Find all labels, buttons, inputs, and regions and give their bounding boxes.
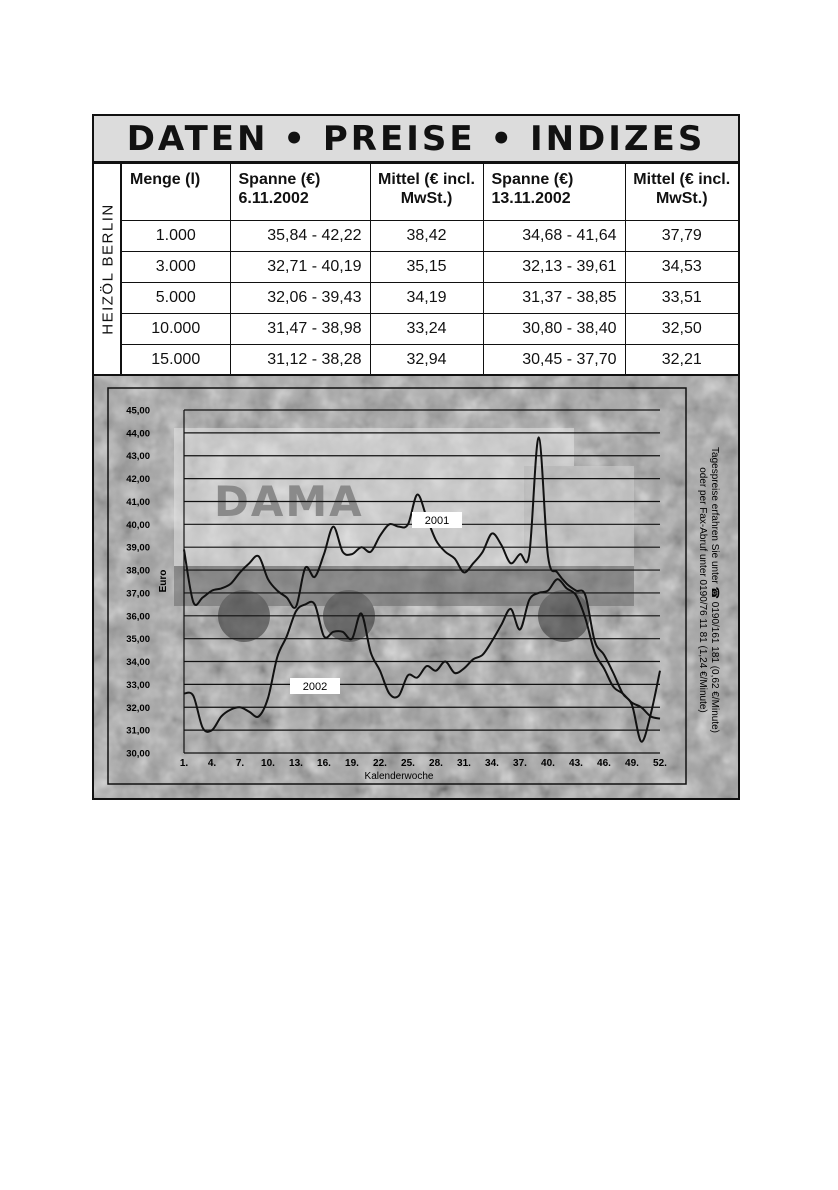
- y-tick-label: 35,00: [126, 634, 150, 646]
- series-label-2001: 2001: [424, 515, 450, 527]
- cell-spanne-2: 31,37 - 38,85: [483, 283, 625, 314]
- y-tick-label: 38,00: [126, 565, 150, 577]
- cell-spanne-2: 32,13 - 39,61: [483, 252, 625, 283]
- x-tick-label: 37.: [513, 758, 527, 769]
- x-tick-label: 7.: [235, 758, 245, 769]
- x-tick-label: 16.: [317, 758, 331, 769]
- table-row: [122, 252, 738, 283]
- series-label-2002: 2002: [302, 681, 328, 693]
- price-table: [122, 164, 738, 375]
- cell-mittel-1: 32,94: [370, 345, 483, 376]
- cell-spanne-2: 34,68 - 41,64: [483, 221, 625, 252]
- x-tick-label: 25.: [401, 758, 415, 769]
- y-tick-label: 34,00: [126, 657, 150, 669]
- x-tick-label: 28.: [429, 758, 443, 769]
- y-tick-label: 31,00: [126, 725, 150, 737]
- cell-mittel-2: 33,51: [625, 283, 738, 314]
- table-row: [122, 283, 738, 314]
- cell-mittel-1: 38,42: [370, 221, 483, 252]
- cell-menge: 3.000: [122, 252, 230, 283]
- table-row: [122, 221, 738, 252]
- x-axis-label: Kalenderwoche: [364, 771, 434, 782]
- x-tick-label: 52.: [653, 758, 667, 769]
- cell-menge: 15.000: [122, 345, 230, 376]
- x-tick-label: 43.: [569, 758, 583, 769]
- header-mittel-1: Mittel (€ incl. MwSt.): [370, 164, 483, 221]
- cell-spanne-1: 31,47 - 38,98: [230, 314, 370, 345]
- side-label-cell: [94, 164, 122, 374]
- y-tick-label: 36,00: [126, 611, 150, 623]
- y-tick-label: 45,00: [126, 405, 150, 417]
- data-panel: [92, 114, 740, 800]
- table-row: [122, 314, 738, 345]
- y-tick-label: 42,00: [126, 474, 150, 486]
- cell-menge: 5.000: [122, 283, 230, 314]
- cell-mittel-1: 34,19: [370, 283, 483, 314]
- x-tick-label: 1.: [179, 758, 189, 769]
- cell-spanne-1: 31,12 - 38,28: [230, 345, 370, 376]
- cell-menge: 1.000: [122, 221, 230, 252]
- y-tick-label: 39,00: [126, 542, 150, 554]
- header-spanne-1: Spanne (€) 6.11.2002: [230, 164, 370, 221]
- cell-mittel-1: 35,15: [370, 252, 483, 283]
- cell-menge: 10.000: [122, 314, 230, 345]
- cell-spanne-2: 30,80 - 38,40: [483, 314, 625, 345]
- header-spanne-2: Spanne (€) 13.11.2002: [483, 164, 625, 221]
- price-chart: [94, 376, 738, 798]
- x-tick-label: 46.: [597, 758, 611, 769]
- x-tick-label: 40.: [541, 758, 555, 769]
- page-title: DATEN • PREISE • INDIZES: [126, 118, 706, 159]
- cell-spanne-1: 35,84 - 42,22: [230, 221, 370, 252]
- cell-spanne-2: 30,45 - 37,70: [483, 345, 625, 376]
- y-tick-label: 43,00: [126, 451, 150, 463]
- price-table-area: [94, 164, 738, 374]
- x-tick-label: 4.: [207, 758, 217, 769]
- y-tick-label: 30,00: [126, 748, 150, 760]
- table-row: [122, 345, 738, 376]
- y-tick-label: 44,00: [126, 428, 150, 440]
- cell-mittel-1: 33,24: [370, 314, 483, 345]
- y-tick-label: 32,00: [126, 702, 150, 714]
- y-tick-label: 33,00: [126, 679, 150, 691]
- header-mittel-2: Mittel (€ incl. MwSt.): [625, 164, 738, 221]
- table-header-row: [122, 164, 738, 221]
- x-tick-label: 22.: [373, 758, 387, 769]
- y-axis-label: Euro: [158, 569, 169, 593]
- cell-mittel-2: 37,79: [625, 221, 738, 252]
- x-tick-label: 19.: [345, 758, 359, 769]
- cell-mittel-2: 32,50: [625, 314, 738, 345]
- header-menge: Menge (l): [122, 164, 230, 221]
- x-tick-label: 13.: [289, 758, 303, 769]
- x-tick-label: 10.: [261, 758, 275, 769]
- cell-mittel-2: 32,21: [625, 345, 738, 376]
- side-note-fax: oder per Fax-Abruf unter 0190/76 11 81 (1,24 €/Minute): [697, 467, 708, 713]
- x-tick-label: 31.: [457, 758, 471, 769]
- cell-mittel-2: 34,53: [625, 252, 738, 283]
- y-tick-label: 37,00: [126, 588, 150, 600]
- y-tick-label: 40,00: [126, 519, 150, 531]
- title-bar: [94, 116, 738, 164]
- chart-area: [94, 374, 738, 798]
- x-tick-label: 49.: [625, 758, 639, 769]
- cell-spanne-1: 32,71 - 40,19: [230, 252, 370, 283]
- side-note-phone: Tagespreise erfahren Sie unter ☎ 0190/161 181 (0,62 €/Minute): [709, 447, 720, 733]
- y-tick-label: 41,00: [126, 496, 150, 508]
- background-logo: DAMA: [214, 477, 364, 526]
- side-label: HEIZÖL BERLIN: [99, 203, 117, 335]
- x-tick-label: 34.: [485, 758, 499, 769]
- cell-spanne-1: 32,06 - 39,43: [230, 283, 370, 314]
